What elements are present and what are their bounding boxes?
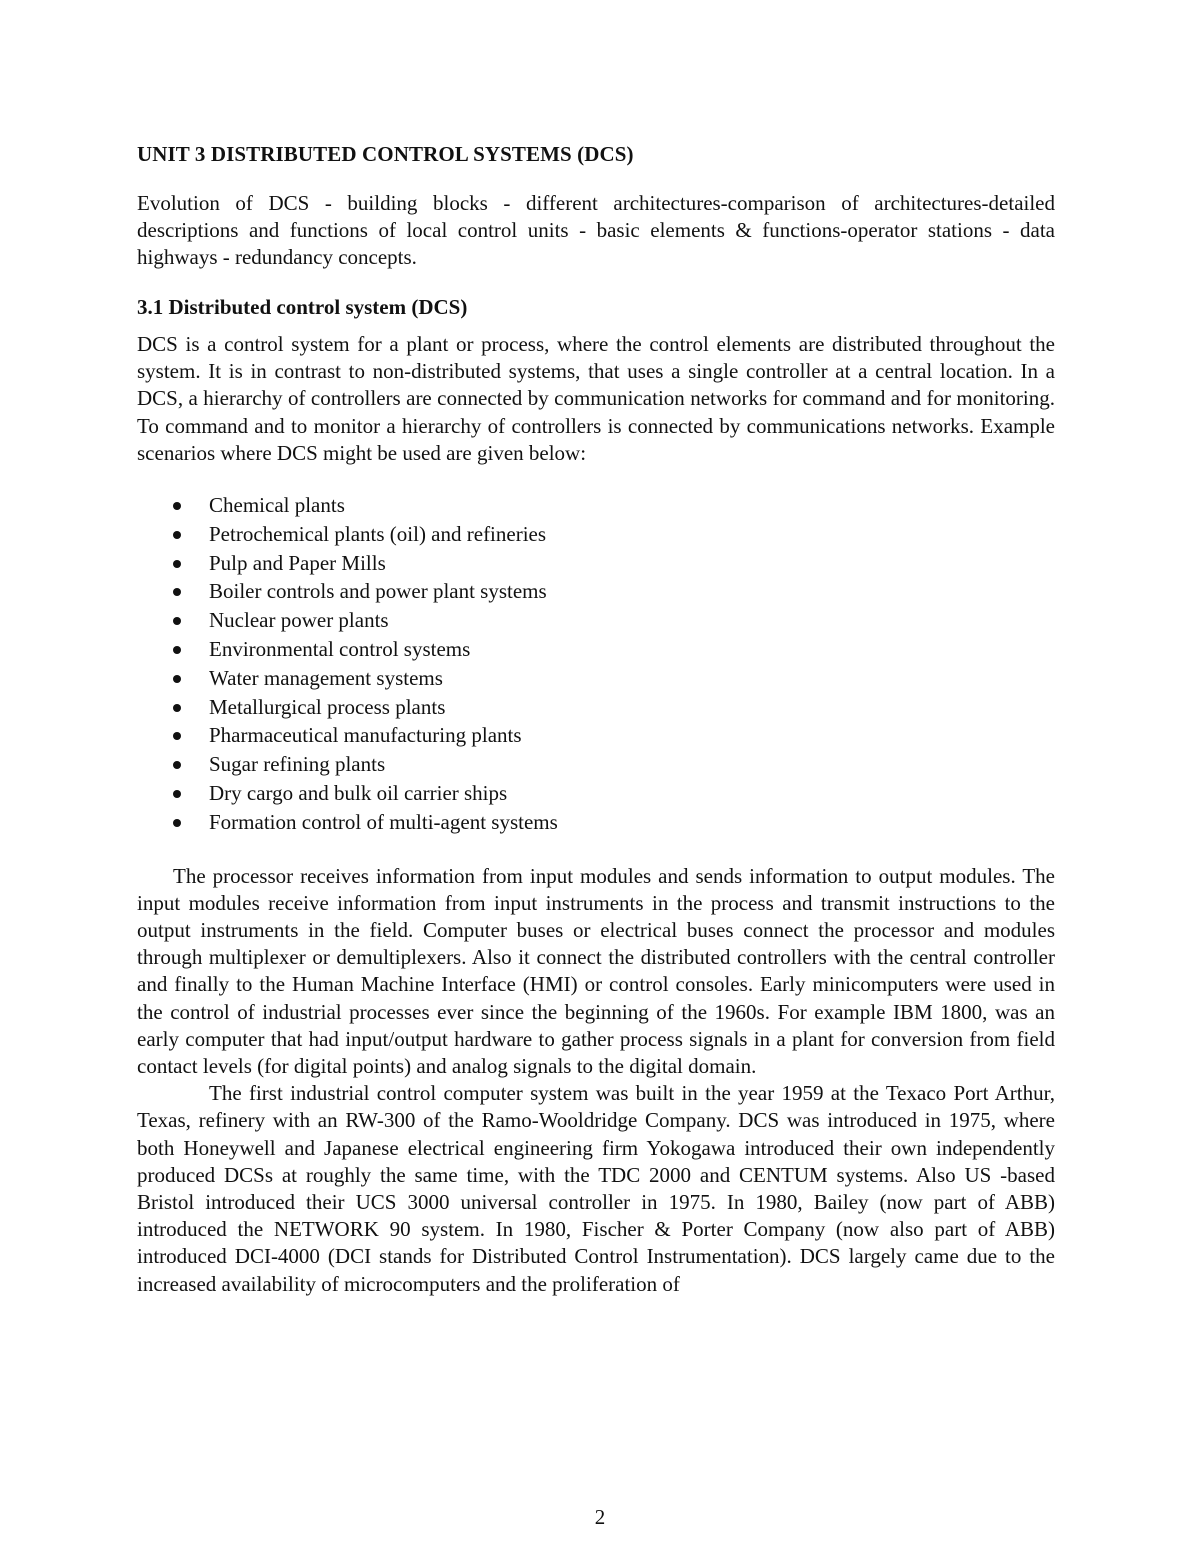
list-item — [137, 779, 1055, 808]
intro-paragraph: DCS is a control system for a plant or process, where the control elements are distributed throughout the system. It is in contrast to non-distributed systems, that uses a single controller at a central location. In a DCS, a hierarchy of controllers are connected by communication networks for command and for monitoring. To command and to monitor a hierarchy of controllers is connected by communications networks. Example scenarios where DCS might be used are given below: — [137, 332, 1055, 465]
list-item-text: Environmental control systems — [209, 637, 471, 661]
list-item — [137, 606, 1055, 635]
application-list — [137, 491, 1055, 837]
list-item — [137, 808, 1055, 837]
bullet-icon — [173, 732, 181, 740]
list-item-text: Sugar refining plants — [209, 752, 386, 777]
list-item-text: Pulp and Paper Mills — [209, 550, 386, 575]
list-item — [137, 520, 1055, 549]
processor-paragraph: The processor receives information from input modules and sends information to output modules. The input modules receive information from input instruments in the process and transmit instructions to the output instruments in the field. Computer buses or electrical buses connect the processor and modules through multiplexer or demultiplexers. Also it connect the distributed controllers with the central controller and finally to the Human Machine Interface (HMI) or control consoles. Early minicomputers were used in the control of industrial processes ever since the beginning of the 1960s. For example IBM 1800, was an early computer that had input/output hardware to gather process signals in a plant for conversion from field contact levels (for digital points) and analog signals to the digital domain. — [137, 863, 1055, 1078]
page-content — [137, 140, 1055, 1298]
list-item — [137, 549, 1055, 578]
list-item — [137, 664, 1055, 693]
list-item-text: Water management systems — [209, 665, 443, 690]
bullet-icon — [173, 675, 181, 683]
bullet-icon — [173, 531, 181, 539]
list-item — [137, 491, 1055, 520]
list-item — [137, 577, 1055, 606]
bullet-icon — [173, 704, 181, 712]
list-item-text: Metallurgical process plants — [209, 694, 446, 719]
page-number: 2 — [594, 1505, 606, 1529]
list-item — [137, 750, 1055, 779]
bullet-icon — [173, 617, 181, 625]
list-item-text: Formation control of multi-agent systems — [209, 809, 558, 834]
bullet-icon — [173, 761, 181, 769]
list-item-text: Chemical plants — [209, 493, 345, 518]
unit-title: UNIT 3 DISTRIBUTED CONTROL SYSTEMS (DCS) — [137, 142, 634, 166]
list-item-text: Nuclear power plants — [209, 608, 389, 633]
list-item-text: Pharmaceutical manufacturing plants — [209, 723, 522, 748]
bullet-icon — [173, 819, 181, 827]
bullet-icon — [173, 588, 181, 596]
bullet-icon — [173, 560, 181, 568]
section-title: 3.1 Distributed control system (DCS) — [137, 295, 468, 319]
syllabus-paragraph: Evolution of DCS - building blocks - different architectures-comparison of architectures-detailed descriptions and functions of local control units - basic elements & functions-operator stations - data highways - redundancy concepts. — [137, 191, 1055, 269]
list-item-text: Petrochemical plants (oil) and refineries — [209, 521, 547, 546]
list-item — [137, 635, 1055, 664]
list-item-text: Boiler controls and power plant systems — [209, 579, 547, 604]
bullet-icon — [173, 502, 181, 510]
bullet-icon — [173, 790, 181, 798]
list-item — [137, 721, 1055, 750]
bullet-icon — [173, 646, 181, 654]
history-paragraph: The first industrial control computer system was built in the year 1959 at the Texaco Port Arthur, Texas, refinery with an RW-300 of the Ramo-Wooldridge Company. DCS was introduced in 1975, where both Honeywell and Japanese electrical engineering firm Yokogawa introduced their own independently produced DCSs at roughly the same time, with the TDC 2000 and CENTUM systems. Also US -based Bristol introduced their UCS 3000 universal controller in 1975. In 1980, Bailey (now part of ABB) introduced the NETWORK 90 system. In 1980, Fischer & Porter Company (now also part of ABB) introduced DCI-4000 (DCI stands for Distributed Control Instrumentation). DCS largely came due to the increased availability of microcomputers and the proliferation of — [137, 1081, 1055, 1296]
list-item-text: Dry cargo and bulk oil carrier ships — [209, 780, 508, 805]
list-item — [137, 693, 1055, 722]
